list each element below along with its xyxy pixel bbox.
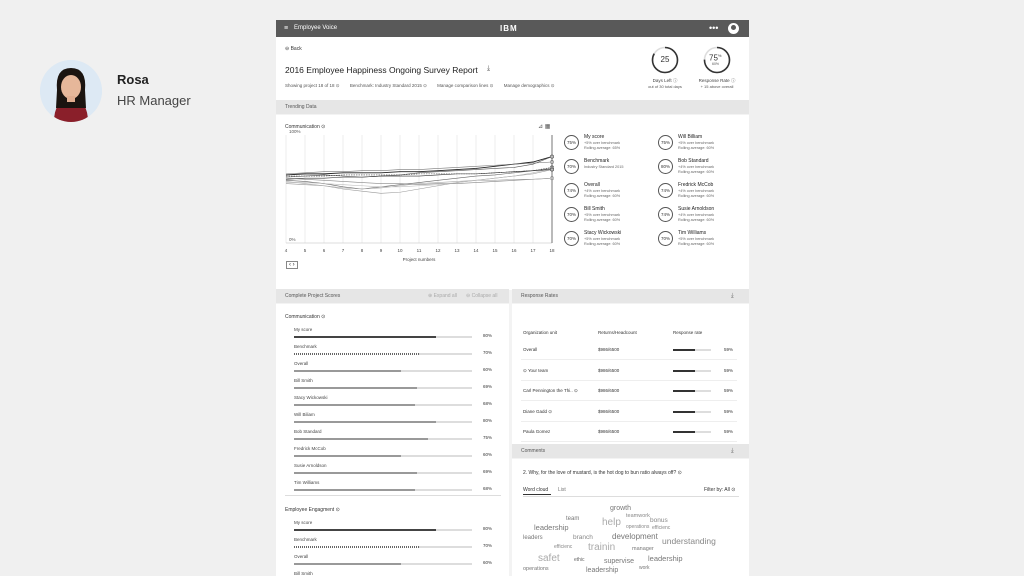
word-cloud-term[interactable]: safet — [538, 553, 560, 564]
benchmark-selector[interactable]: Benchmark: Industry Standard 2015 ⊙ — [349, 83, 427, 88]
score-row — [294, 520, 494, 537]
word-cloud-term[interactable]: bonus — [650, 517, 668, 524]
legend-item[interactable] — [658, 157, 748, 179]
word-cloud-term[interactable]: work — [639, 565, 650, 571]
word-cloud-term[interactable]: trainin — [588, 542, 616, 553]
score-bar-fill — [294, 489, 415, 491]
word-cloud-term[interactable]: ethic — [574, 557, 585, 563]
org-unit-cell: Carl Pennington the Thi.. ⊙ — [523, 388, 578, 393]
score-percent: 69% — [483, 384, 493, 389]
score-label: Tim Williams — [294, 480, 320, 485]
word-cloud-term[interactable]: help — [602, 517, 621, 528]
table-row[interactable] — [521, 402, 737, 422]
x-tick-label: 11 — [416, 248, 422, 253]
legend-item[interactable] — [564, 157, 654, 179]
word-cloud-term[interactable]: leadership — [648, 554, 683, 563]
word-cloud-term[interactable]: leaders — [523, 535, 543, 541]
word-cloud-term[interactable]: manager — [632, 546, 654, 552]
word-cloud-term[interactable]: operations — [626, 524, 650, 530]
score-percent: 75% — [483, 435, 493, 440]
persona-name: Rosa — [117, 72, 149, 87]
score-bar — [294, 387, 472, 389]
tab-list[interactable]: List — [558, 487, 566, 493]
score-bar — [294, 438, 472, 440]
col-header-rate: Response rate — [673, 330, 703, 335]
score-label: Will Biliam — [294, 412, 315, 417]
legend-item[interactable] — [564, 205, 654, 227]
expand-all-link[interactable]: ⊕ Expand all — [428, 293, 457, 299]
legend-name: Will Billiam — [678, 134, 703, 140]
x-tick-label: 18 — [549, 248, 555, 253]
score-row — [294, 463, 494, 480]
legend-name: My score — [584, 134, 605, 140]
score-percent: 70% — [483, 350, 493, 355]
table-row[interactable] — [521, 381, 737, 401]
y-tick-label: 0% — [289, 237, 296, 242]
legend-detail: +5% over benchmark — [584, 141, 620, 145]
score-label: My score — [294, 327, 313, 332]
word-cloud-term[interactable]: understanding — [662, 536, 716, 546]
comparison-lines-link[interactable]: Manage comparison lines ⊙ — [437, 83, 494, 88]
x-tick-label: 17 — [530, 248, 536, 253]
project-selector[interactable]: Showing project 18 of 18 ⊙ — [285, 83, 340, 88]
score-percent: 80% — [483, 333, 493, 338]
score-bar-fill — [294, 387, 417, 389]
response-rate-small: 60% — [712, 62, 720, 66]
score-row — [294, 361, 494, 378]
score-label: Benchmark — [294, 344, 317, 349]
avatar — [40, 60, 102, 122]
org-unit-cell: Overall — [523, 347, 538, 352]
filter-dropdown[interactable]: Filter by: All ⊙ — [704, 487, 736, 493]
legend-detail: Rolling average: 60% — [678, 146, 715, 150]
line-chart-icon[interactable]: ⊿ — [538, 124, 544, 130]
legend-item[interactable] — [658, 133, 748, 155]
response-rate-cell: 59% — [724, 367, 734, 373]
score-label: Stacy Wickowski — [294, 395, 328, 400]
score-row — [294, 327, 494, 344]
x-tick-label: 6 — [322, 248, 326, 253]
legend-score-ring: 75% — [564, 135, 579, 150]
table-row[interactable] — [521, 361, 737, 381]
org-unit-cell: Diane Gadd ⊙ — [523, 408, 553, 414]
score-percent: 80% — [483, 526, 493, 531]
response-rate-fill — [673, 349, 695, 351]
score-group-title[interactable]: Employee Engagment ⊙ — [285, 507, 340, 513]
user-profile-icon[interactable] — [728, 23, 739, 34]
org-unit-cell: ⊙ Your team — [523, 367, 549, 373]
comments-title: Comments — [521, 448, 546, 454]
table-row[interactable] — [521, 422, 737, 442]
persona-card — [40, 60, 260, 124]
score-percent: 60% — [483, 560, 493, 565]
tab-word-cloud[interactable]: Word cloud — [523, 487, 549, 493]
legend-name: Bob Standard — [678, 158, 709, 164]
scores-section-title: Complete Project Scores — [285, 293, 341, 299]
legend-name: Benchmark — [584, 158, 610, 164]
score-percent: 60% — [483, 452, 493, 457]
score-label: Fredrick McCob — [294, 446, 326, 451]
response-rate-cell: 59% — [724, 388, 734, 393]
score-label: Bill Smith — [294, 378, 313, 383]
table-view-icon[interactable]: ▦ — [544, 124, 551, 130]
more-options-icon[interactable]: ••• — [709, 23, 719, 33]
legend-item[interactable] — [658, 205, 748, 227]
score-bar — [294, 472, 472, 474]
response-rate-cell: 59% — [724, 408, 734, 414]
score-bar — [294, 489, 472, 491]
word-cloud-term[interactable]: development — [612, 532, 658, 541]
score-bar-fill — [294, 455, 401, 457]
trending-section-header: Trending Data — [276, 100, 749, 114]
score-label: Overall — [294, 361, 309, 366]
word-cloud-term[interactable]: teamwork — [626, 513, 650, 519]
score-row — [294, 571, 494, 576]
score-label: Benchmark — [294, 537, 317, 542]
response-rates-title: Response Rates — [521, 293, 558, 299]
y-tick-label: 100% — [289, 129, 301, 134]
col-header-returns: Returns/Headcount — [598, 330, 637, 335]
app-window — [276, 20, 749, 576]
chart-title[interactable]: Communication ⊙ — [285, 124, 326, 130]
response-rate-sub: + 15 above overall — [700, 84, 734, 89]
legend-detail: +4% over benchmark — [678, 165, 714, 169]
legend-detail: +4% over benchmark — [584, 189, 620, 193]
legend-name: Fredrick McCob — [678, 182, 714, 188]
score-percent: 60% — [483, 367, 493, 372]
col-header-unit: Organization unit — [523, 330, 558, 335]
legend-detail: +5% over benchmark — [678, 141, 714, 145]
score-row — [294, 395, 494, 412]
response-rate-bar — [673, 390, 711, 392]
response-rate-cell: 59% — [724, 347, 734, 352]
trending-panel — [276, 115, 749, 290]
word-cloud-term[interactable]: leadership — [586, 567, 619, 574]
score-bar — [294, 336, 472, 338]
chevron-left-icon[interactable]: ‹ — [289, 262, 291, 268]
score-bar — [294, 404, 472, 406]
legend-detail: Rolling average: 60% — [678, 242, 715, 246]
response-rate-bar — [673, 431, 711, 433]
legend-item[interactable] — [658, 181, 748, 203]
download-icon[interactable]: ⤓ — [487, 65, 491, 72]
x-tick-label: 13 — [454, 248, 460, 253]
returns-cell: $986/6500 — [598, 408, 620, 414]
report-subnav — [285, 83, 564, 89]
response-rate-value: 75% — [709, 53, 722, 63]
x-axis-label: Project numbers — [402, 257, 436, 262]
legend-detail: Rolling average: 60% — [584, 218, 621, 222]
response-rate-fill — [673, 431, 695, 433]
score-row — [294, 344, 494, 361]
comment-question[interactable]: 2. Why, for the love of mustard, is the hot dog to bun ratio always off? ⊙ — [523, 470, 682, 476]
legend-score-ring: 70% — [564, 231, 579, 246]
chart-view-toggle[interactable] — [538, 123, 550, 130]
score-bar-fill — [294, 472, 417, 474]
score-percent: 68% — [483, 401, 493, 406]
days-left-sub: out of 30 total days — [648, 84, 682, 89]
legend-item[interactable] — [564, 133, 654, 155]
returns-cell: $986/6500 — [598, 347, 620, 352]
legend-detail: Rolling average: 60% — [584, 242, 621, 246]
chart-pager — [286, 261, 298, 269]
score-row — [294, 446, 494, 463]
legend-detail: Rolling average: 65% — [584, 146, 621, 150]
legend-score-ring: 80% — [658, 159, 673, 174]
score-label: Bill Smith — [294, 571, 313, 576]
response-rate-fill — [673, 390, 695, 392]
report-header — [276, 37, 749, 101]
legend-score-ring: 74% — [658, 207, 673, 222]
legend-name: Tim Williams — [678, 230, 707, 236]
x-tick-label: 9 — [379, 248, 383, 253]
score-bar-fill — [294, 404, 415, 406]
score-bar-fill — [294, 563, 401, 565]
score-percent: 69% — [483, 469, 493, 474]
score-row — [294, 537, 494, 554]
comments-panel — [512, 459, 749, 576]
score-bar-fill — [294, 353, 419, 355]
legend-score-ring: 75% — [658, 135, 673, 150]
word-cloud-term[interactable]: operations — [523, 566, 549, 572]
response-rate-bar — [673, 411, 711, 413]
legend-detail: +4% over benchmark — [678, 189, 714, 193]
x-tick-label: 10 — [397, 248, 403, 253]
hamburger-menu-icon[interactable]: ≡ — [284, 25, 289, 32]
score-bar-fill — [294, 438, 428, 440]
legend-detail: Rolling average: 60% — [678, 170, 715, 174]
legend-name: Overall — [584, 182, 600, 188]
legend-score-ring: 70% — [658, 231, 673, 246]
response-rates-section-header — [512, 289, 749, 303]
score-percent: 68% — [483, 486, 493, 491]
returns-cell: $986/6500 — [598, 388, 620, 393]
response-rate-fill — [673, 411, 695, 413]
top-bar — [276, 20, 749, 37]
word-cloud-term[interactable]: branch — [573, 534, 593, 541]
download-icon[interactable]: ⤓ — [731, 293, 734, 299]
legend-name: Susie Arnoldson — [678, 206, 715, 212]
back-label: Back — [290, 46, 302, 52]
score-bar-fill — [294, 546, 419, 548]
scores-panel — [276, 304, 509, 576]
response-rate-bar — [673, 349, 711, 351]
score-bar — [294, 353, 472, 355]
back-link[interactable]: ⊖ Back — [285, 46, 302, 52]
legend-item[interactable] — [564, 229, 654, 251]
scores-section-header — [276, 289, 509, 303]
legend-detail: +5% over benchmark — [584, 213, 620, 217]
returns-cell: $986/6500 — [598, 429, 620, 434]
response-rate-cell: 59% — [724, 429, 734, 434]
legend-name: Bill Smith — [584, 206, 605, 212]
score-bar-fill — [294, 336, 436, 338]
x-tick-label: 4 — [284, 248, 288, 253]
word-cloud-term[interactable]: team — [566, 516, 580, 522]
x-tick-label: 5 — [303, 248, 307, 253]
score-percent: 70% — [483, 543, 493, 548]
score-bar-fill — [294, 421, 436, 423]
legend-detail: +4% over benchmark — [678, 213, 714, 217]
divider — [523, 496, 739, 497]
legend-score-ring: 74% — [564, 183, 579, 198]
score-row — [294, 429, 494, 446]
legend-name: Stacy Wickowski — [584, 230, 622, 236]
score-row — [294, 554, 494, 571]
collapse-all-link[interactable]: ⊖ Collapse all — [466, 293, 498, 299]
x-tick-label: 15 — [492, 248, 498, 253]
score-bar-fill — [294, 370, 401, 372]
x-tick-label: 8 — [360, 248, 364, 253]
score-bar-fill — [294, 529, 436, 531]
comments-section-header — [512, 444, 749, 458]
score-label: Susie Arnoldson — [294, 463, 327, 468]
table-row[interactable] — [521, 340, 737, 360]
persona-role: HR Manager — [117, 93, 191, 108]
legend-score-ring: 74% — [658, 183, 673, 198]
response-rate-bar — [673, 370, 711, 372]
word-cloud-term[interactable]: efficienc — [554, 544, 573, 550]
score-bar — [294, 370, 472, 372]
x-tick-label: 14 — [473, 248, 479, 253]
legend-item[interactable] — [564, 181, 654, 203]
app-title: Employee Voice — [294, 25, 338, 31]
download-icon[interactable]: ⤓ — [731, 448, 734, 454]
trend-chart — [276, 115, 561, 275]
brand-logo: IBM — [500, 24, 518, 33]
score-bar — [294, 563, 472, 565]
score-label: My score — [294, 520, 313, 525]
response-rate-label: Response Rate ⓘ — [698, 78, 736, 83]
word-cloud-term[interactable]: leadership — [534, 523, 569, 532]
legend-detail: Rolling average: 60% — [678, 194, 715, 198]
demographics-link[interactable]: Manage demographics ⊙ — [503, 83, 555, 88]
score-bar — [294, 455, 472, 457]
score-bar — [294, 546, 472, 548]
score-label: Overall — [294, 554, 309, 559]
word-cloud-term[interactable]: efficienc — [652, 525, 671, 531]
legend-score-ring: 70% — [564, 207, 579, 222]
legend-score-ring: 70% — [564, 159, 579, 174]
word-cloud-term[interactable]: supervise — [604, 558, 634, 565]
legend-detail: Rolling average: 60% — [584, 194, 621, 198]
days-left-value: 25 — [660, 55, 670, 64]
page-title: 2016 Employee Happiness Ongoing Survey Report — [285, 65, 478, 75]
legend-detail: Industry Standard 2015 — [584, 165, 624, 169]
org-unit-cell: Paula Gomez — [523, 429, 551, 434]
legend-detail: +5% over benchmark — [584, 237, 620, 241]
divider — [285, 495, 501, 496]
x-tick-label: 16 — [511, 248, 517, 253]
chevron-right-icon[interactable]: › — [292, 262, 295, 268]
response-rates-panel — [512, 304, 749, 444]
score-group-title[interactable]: Communication ⊙ — [285, 314, 326, 320]
returns-cell: $986/6500 — [598, 367, 620, 373]
score-bar — [294, 421, 472, 423]
response-rate-fill — [673, 370, 695, 372]
score-row — [294, 378, 494, 395]
days-left-label: Days Left ⓘ — [652, 78, 678, 83]
x-tick-label: 12 — [435, 248, 441, 253]
tab-active-indicator — [523, 494, 551, 495]
legend-detail: Rolling average: 60% — [678, 218, 715, 222]
x-tick-label: 7 — [341, 248, 345, 253]
legend-item[interactable] — [658, 229, 748, 251]
score-label: Bob Standard — [294, 429, 322, 434]
score-percent: 80% — [483, 418, 493, 423]
word-cloud-term[interactable]: growth — [610, 505, 632, 512]
score-row — [294, 412, 494, 429]
legend-detail: +5% over benchmark — [678, 237, 714, 241]
score-bar — [294, 529, 472, 531]
